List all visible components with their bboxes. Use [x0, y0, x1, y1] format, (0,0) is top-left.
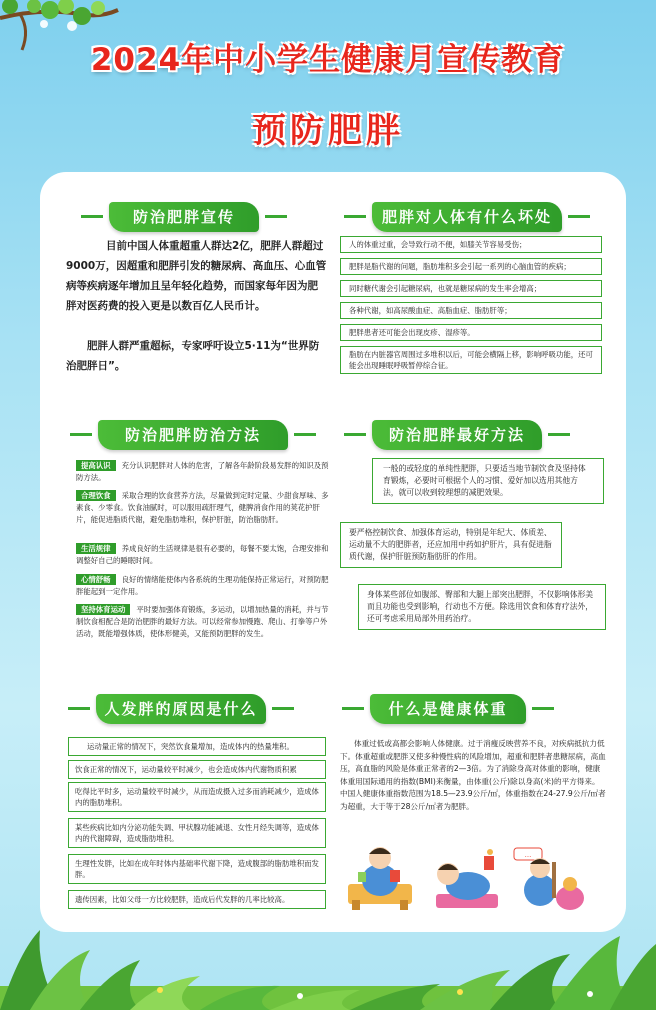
- best-box-1: 一般的或轻度的单纯性肥胖，只要适当地节制饮食及坚持体育锻炼，必要时可根据个人的习惯、爱好加以选用其他方法，就可以收到较理想的减肥效果。: [372, 458, 604, 504]
- page-title: 2024年中小学生健康月宣传教育: [90, 42, 566, 78]
- cause-item: 生理性发胖，比如在成年时体内基础率代谢下降，造成腹部的脂肪堆积而发胖。: [68, 854, 326, 884]
- method-tag: 提高认识: [76, 460, 116, 471]
- method-tag: 坚持体育运动: [76, 604, 130, 615]
- kid-with-cat-illustration: [512, 844, 588, 914]
- cause-item: 吃得比平时多，运动量较平时减少，从而造成摄入过多而消耗减少，造成体内的脂肪堆积。: [68, 782, 326, 812]
- kid-resting-illustration: [430, 848, 502, 912]
- section-heading-harm: 肥胖对人体有什么坏处: [372, 202, 562, 232]
- section-heading-methods: 防治肥胖防治方法: [98, 420, 288, 450]
- method-item: 心情舒畅 良好的情绪能使体内各系统的生理功能保持正常运行，对预防肥胖能起到一定作用。: [76, 575, 329, 596]
- section-heading-healthy: 什么是健康体重: [370, 694, 526, 724]
- section-heading-causes: 人发胖的原因是什么: [96, 694, 266, 724]
- section-heading-best: 防治肥胖最好方法: [372, 420, 542, 450]
- best-box-2: 要严格控制饮食、加强体育运动，特别是年纪大、体质差、运动量不大的肥胖者，还应加用中药如护肝片，具有促进脂质代谢，保护肝脏预防脂肪肝的作用。: [340, 522, 562, 568]
- harm-item: 人的体重过重，会导致行动不便，如膝关节容易受伤；: [340, 236, 602, 253]
- harm-item: 脂肪在内脏器官周围过多堆积以后，可能会横隔上移，影响呼吸功能，还可能会出现睡眠呼吸暂停综合征。: [340, 346, 602, 374]
- method-tag: 生活规律: [76, 543, 116, 554]
- svg-text:...: ...: [524, 851, 532, 859]
- method-tag: 心情舒畅: [76, 574, 116, 585]
- method-item: 坚持体育运动 平时要加强体育锻炼，多运动，以增加热量的消耗，并与节制饮食相配合是防治肥胖的最好方法。可以经常参加慢跑、爬山、打拳等户外活动，既能增强体质，使体形健美，又能预防肥胖的发生。: [76, 605, 329, 638]
- harm-item: 各种代谢，如高尿酸血症、高脂血症、脂肪肝等；: [340, 302, 602, 319]
- harm-item: 肥胖是脂代谢的问题，脂肪堆积多会引起一系列的心脑血管的疾病；: [340, 258, 602, 275]
- best-box-3: 身体某些部位如腹部、臀部和大腿上部突出肥胖，不仅影响体形美而且功能也受到影响，行动也不方便。除选用饮食和体育疗法外，还可考虑采用局部外用药治疗。: [358, 584, 606, 630]
- foliage-decoration: [0, 930, 656, 1010]
- section-heading-promo: 防治肥胖宣传: [109, 202, 259, 232]
- cause-item: 某些疾病比如内分泌功能失调、甲状腺功能减退、女性月经失调等，造成体内的代谢障碍，造成脂肪堆积。: [68, 818, 326, 848]
- cause-item: 运动量正常的情况下，突然饮食量增加，造成体内的热量堆积。: [68, 737, 326, 756]
- method-tag: 合理饮食: [76, 490, 116, 501]
- promo-paragraph-1: 目前中国人体重超重人群达2亿，肥胖人群超过9000万，因超重和肥胖引发的糖尿病、高血压、心血管病等疾病逐年增加且呈年轻化趋势，而国家每年因为肥胖对医药费的投入更是以数百亿人民币计。: [66, 240, 327, 312]
- method-item: 合理饮食 采取合理的饮食营养方法，尽量做到定时定量、少甜食厚味、多素食、少零食。饮食油腻时，可以服用疏肝理气，健脾消食作用的荚花护肝片，能促进脂质代谢，避免脂肪堆积，保护肝脏，防治脂肪肝。: [76, 491, 329, 524]
- harm-item: 同时糖代谢会引起糖尿病，也就是糖尿病的发生率会增高；: [340, 280, 602, 297]
- page-subtitle: 预防肥胖: [252, 111, 404, 151]
- healthy-weight-text: 体重过低或高都会影响人体健康。过于消瘦反映营养不良，对疾病抵抗力低下。体重超重或肥胖又使多种慢性病的风险增加，超重和肥胖者患糖尿病，高血压，高血脂的风险是体重正常者的2—3倍。为了消除身高对体重的影响，健康体重用国际通用的指数(BMI)来衡量，由体重(公斤)除以身高(米)的平方得来。中国人健康体重指数范围为18.5—23.9公斤/㎡，体重指数在24-27.9公斤/㎡者为超重，大于等于28公斤/㎡者为肥胖。: [340, 739, 606, 811]
- cause-item: 饮食正常的情况下，运动量较平时减少，也会造成体内代谢物质积累: [68, 760, 326, 779]
- cause-item: 遗传因素，比如父母一方比较肥胖，造成后代发胖的几率比较高。: [68, 890, 326, 909]
- harm-item: 肥胖患者还可能会出现皮疹、湿疹等。: [340, 324, 602, 341]
- method-item: 生活规律 养成良好的生活规律是很有必要的，每餐不要太饱，合理安排和调整好自己的睡眠时间。: [76, 544, 329, 565]
- method-item: 提高认识 充分认识肥胖对人体的危害，了解各年龄阶段易发胖的知识及预防方法。: [76, 461, 329, 482]
- kid-eating-illustration: [344, 840, 416, 912]
- promo-paragraph-2: 肥胖人群严重超标，专家呼吁设立5·11为“世界防治肥胖日”。: [66, 340, 320, 372]
